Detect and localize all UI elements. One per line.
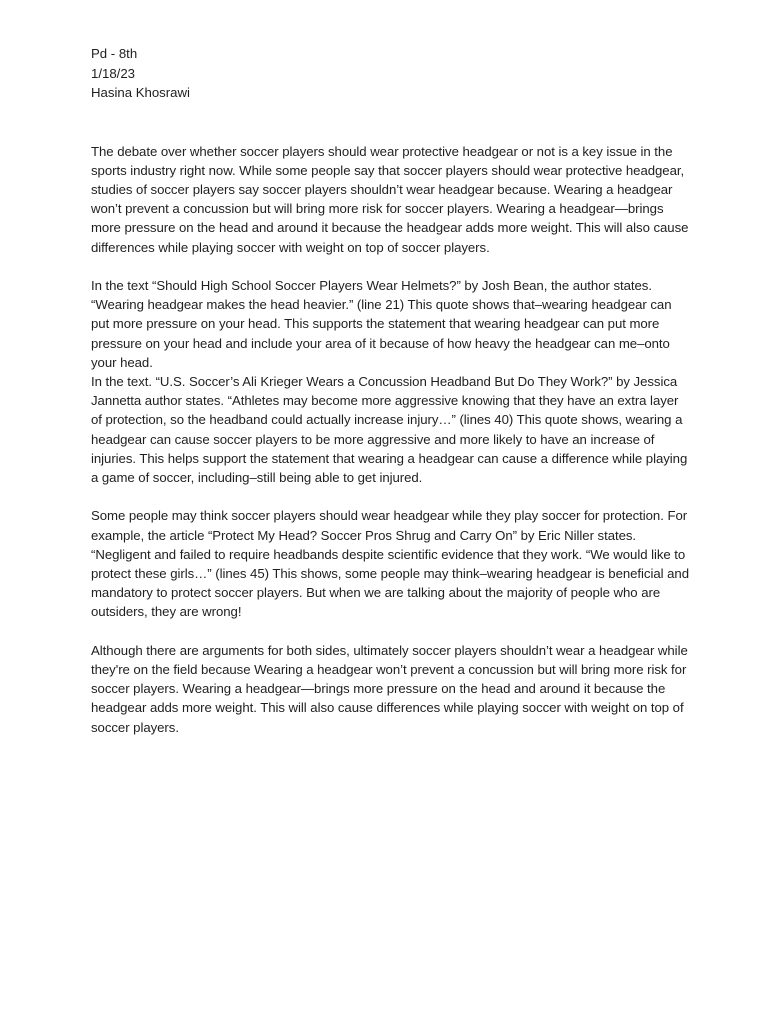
date-line: 1/18/23 bbox=[91, 65, 135, 81]
author-line: Hasina Khosrawi bbox=[91, 85, 190, 100]
evidence-paragraph-2: In the text. “U.S. Soccer’s Ali Krieger Wears a Concussion Headband But Do They Work?” by Jessica Jannetta author states. “Athletes may become more aggressive knowing that they have an extra layer of protection, so the headband could actually increase injury…” (lines 40) This quote shows, wearing a headgear can cause soccer players to be more aggressive and more likely to have an increase of injuries. This helps support the statement that wearing a headgear can cause a difference while playing a game of soccer, including–still being able to get injured. bbox=[91, 373, 688, 485]
period-line: Pd - 8th bbox=[91, 46, 138, 61]
document-page bbox=[91, 44, 691, 756]
counterargument-paragraph: Some people may think soccer players should wear headgear while they play soccer for protection. For example, the article “Protect My Head? Soccer Pros Shrug and Carry On” by Eric Niller states. “Negligent and failed to require headbands despite scientific evidence that they work. “We would like to protect these girls…” (lines 45) This shows, some people may think–wearing headgear is beneficial and mandatory to protect soccer players. But when we are talking about the majority of people who are outsiders, they are wrong! bbox=[91, 508, 689, 620]
document-header bbox=[91, 44, 691, 103]
document-body bbox=[91, 142, 691, 737]
evidence-paragraph-1: In the text “Should High School Soccer Players Wear Helmets?” by Josh Bean, the author states. “Wearing headgear makes the head heavier.” (line 21) This quote shows that–wearing headgear can put more pressure on your head. This supports the statement that wearing headgear can put more pressure on your head and include your area of it because of how heavy the headgear can me–onto your head. bbox=[91, 277, 672, 370]
conclusion-paragraph: Although there are arguments for both sides, ultimately soccer players shouldn’t wear a headgear while they're on the field because Wearing a headgear won’t prevent a concussion but will bring more risk for soccer players. Wearing a headgear—brings more pressure on the head and around it because the headgear adds more weight. This will also cause differences while playing soccer with weight on top of soccer players. bbox=[91, 642, 688, 735]
intro-paragraph: The debate over whether soccer players should wear protective headgear or not is a key issue in the sports industry right now. While some people say that soccer players should wear protective headgear, studies of soccer players say soccer players shouldn’t wear headgear because. Wearing a headgear won’t prevent a concussion but will bring more risk for soccer players. Wearing a headgear—brings more pressure on the head and around it because the headgear adds more weight. This will also cause differences while playing soccer with weight on top of soccer players. bbox=[91, 143, 689, 255]
